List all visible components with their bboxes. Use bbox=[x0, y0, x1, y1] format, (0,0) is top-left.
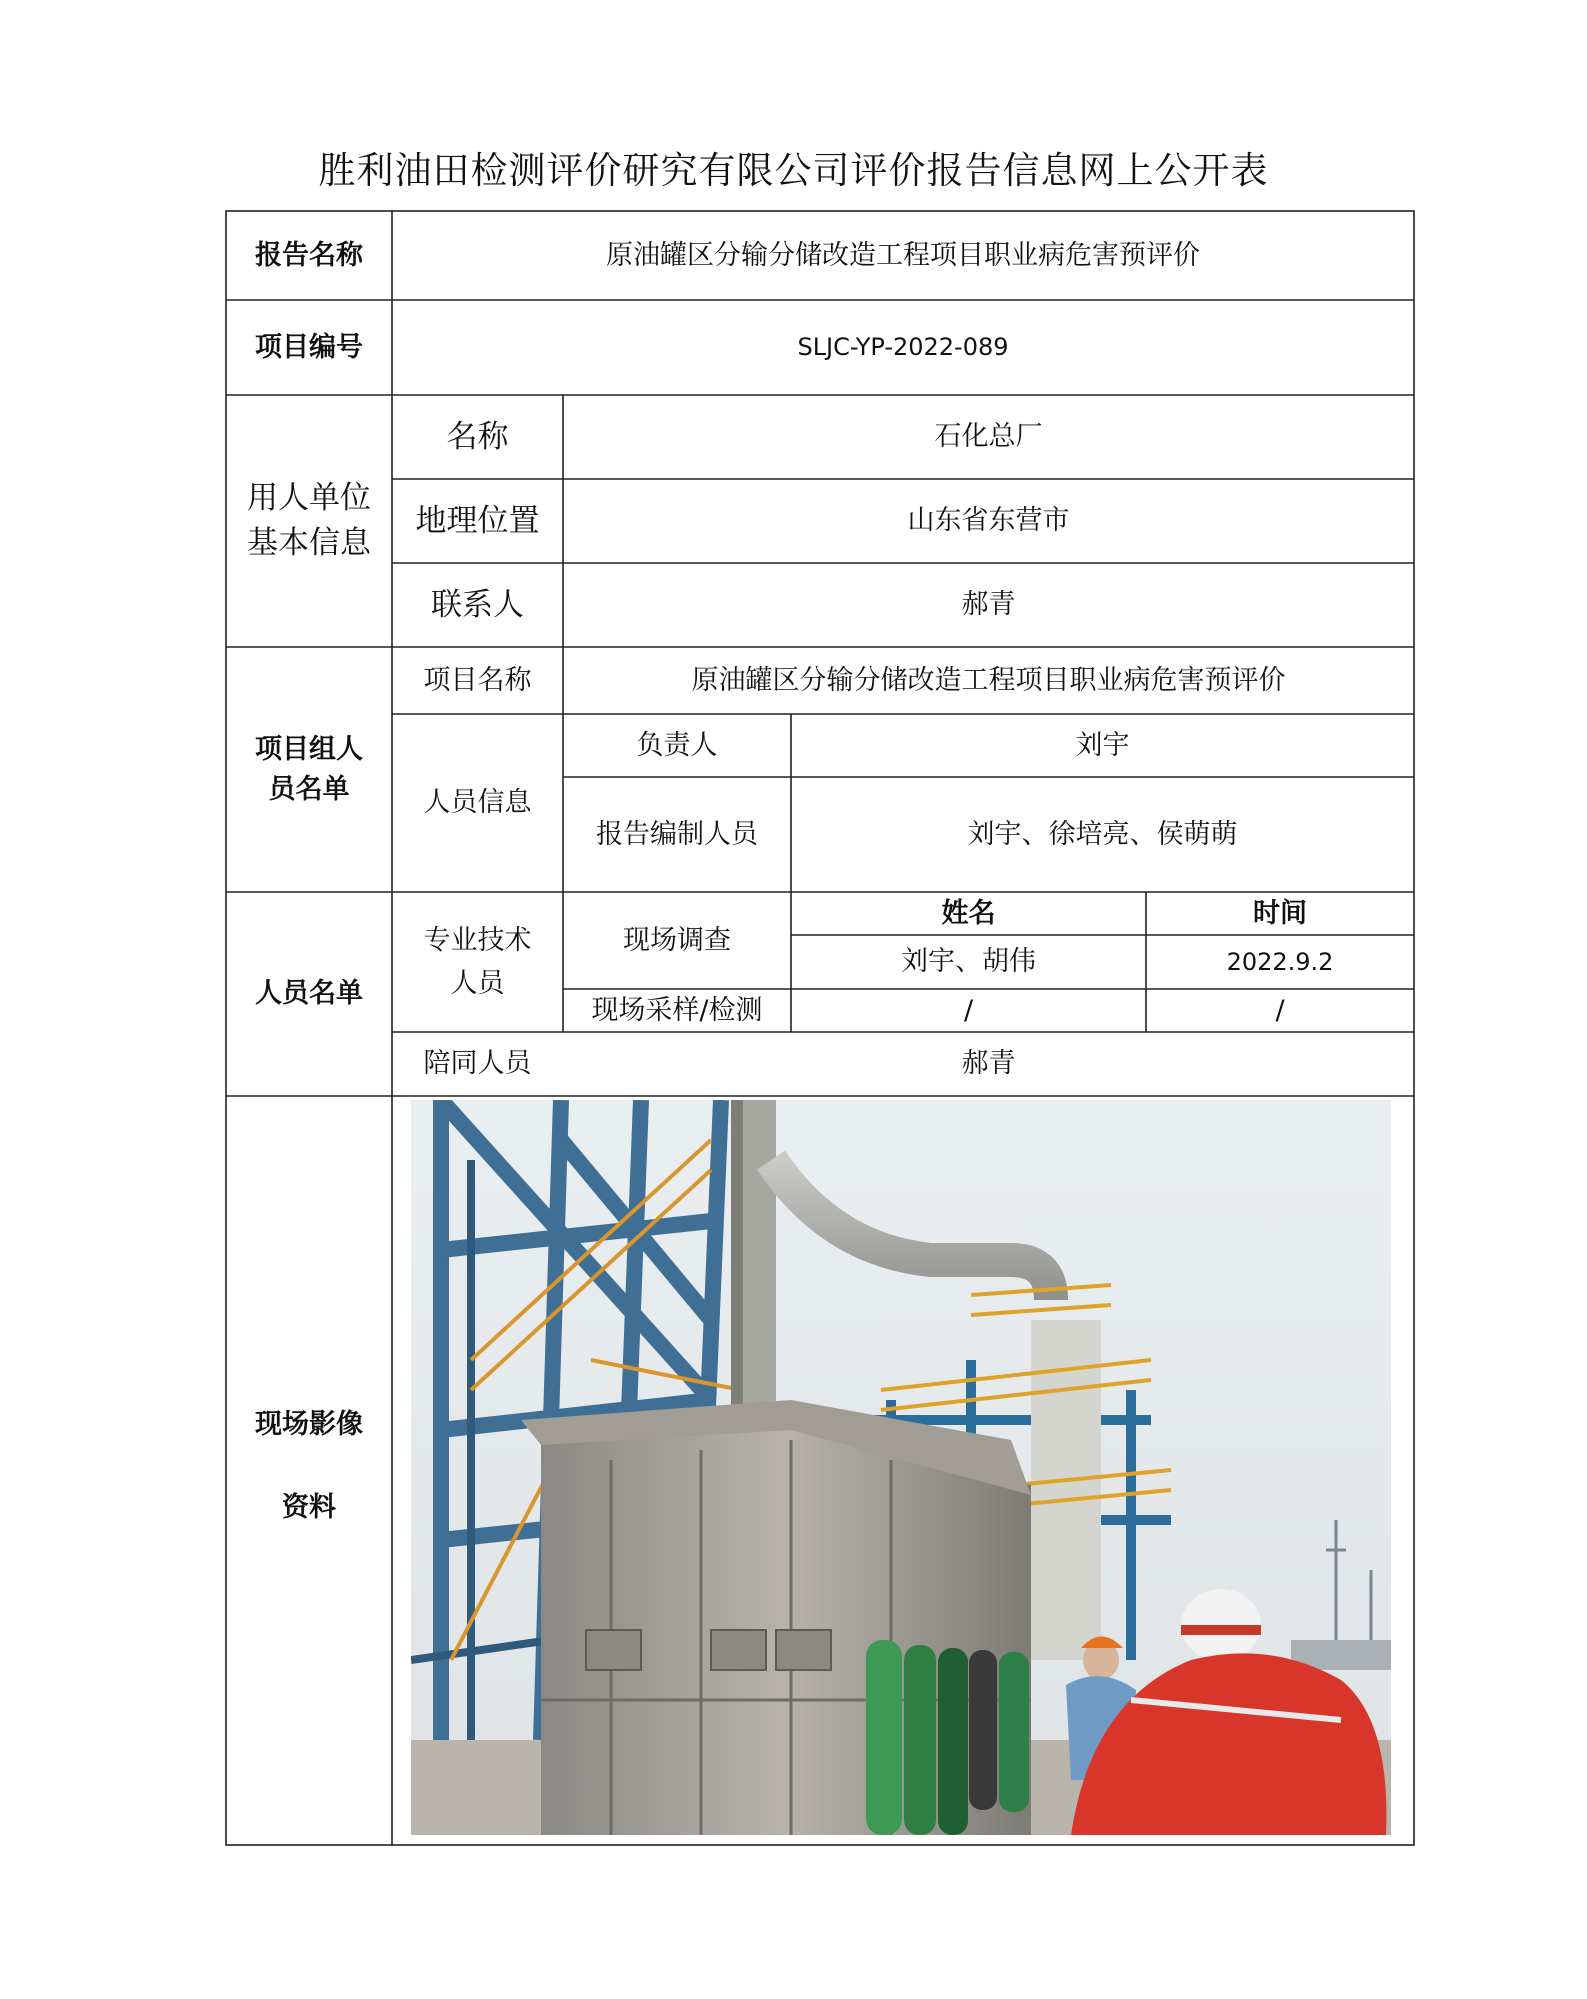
photos-label-line2: 资料 bbox=[282, 1492, 336, 1524]
employer-label: 用人单位基本信息 bbox=[247, 480, 371, 561]
staff-info-label: 人员信息 bbox=[423, 787, 532, 819]
site-survey-names: 刘宇、胡伟 bbox=[901, 946, 1036, 978]
leader-label: 负责人 bbox=[636, 729, 718, 761]
team-label: 项目组人员名单 bbox=[255, 734, 363, 805]
site-survey-label: 现场调查 bbox=[623, 924, 731, 956]
employer-contact-value: 郝青 bbox=[961, 589, 1016, 621]
personnel-label: 人员名单 bbox=[255, 978, 363, 1010]
accompany-label: 陪同人员 bbox=[423, 1048, 532, 1080]
site-photo bbox=[411, 1100, 1391, 1835]
photos-label-line1: 现场影像 bbox=[255, 1409, 363, 1441]
col-header-name: 姓名 bbox=[941, 897, 996, 929]
site-sampling-label: 现场采样/检测 bbox=[591, 994, 763, 1026]
site-sampling-names: / bbox=[963, 994, 974, 1026]
employer-name-label: 名称 bbox=[446, 418, 509, 455]
site-survey-time: 2022.9.2 bbox=[1226, 947, 1334, 976]
document-title: 胜利油田检测评价研究有限公司评价报告信息网上公开表 bbox=[318, 149, 1269, 192]
project-no-label: 项目编号 bbox=[255, 331, 363, 363]
report-name-label: 报告名称 bbox=[255, 239, 363, 271]
employer-location-value: 山东省东营市 bbox=[907, 505, 1070, 537]
employer-contact-label: 联系人 bbox=[431, 586, 524, 623]
editors-label: 报告编制人员 bbox=[596, 818, 758, 850]
editors-value: 刘宇、徐培亮、侯萌萌 bbox=[967, 818, 1238, 850]
employer-location-label: 地理位置 bbox=[415, 502, 540, 539]
project-no-value: SLJC-YP-2022-089 bbox=[797, 333, 1009, 362]
site-sampling-time: / bbox=[1275, 994, 1285, 1026]
site-photo-image bbox=[411, 1100, 1391, 1835]
report-name-value: 原油罐区分输分储改造工程项目职业病危害预评价 bbox=[606, 239, 1200, 271]
tech-staff-label: 专业技术人员 bbox=[423, 924, 532, 999]
leader-value: 刘宇 bbox=[1075, 729, 1130, 761]
accompany-value: 郝青 bbox=[961, 1048, 1016, 1080]
col-header-time: 时间 bbox=[1253, 897, 1307, 929]
team-project-name-label: 项目名称 bbox=[423, 664, 532, 696]
team-project-name-value: 原油罐区分输分储改造工程项目职业病危害预评价 bbox=[691, 664, 1286, 696]
employer-name-value: 石化总厂 bbox=[934, 421, 1043, 453]
